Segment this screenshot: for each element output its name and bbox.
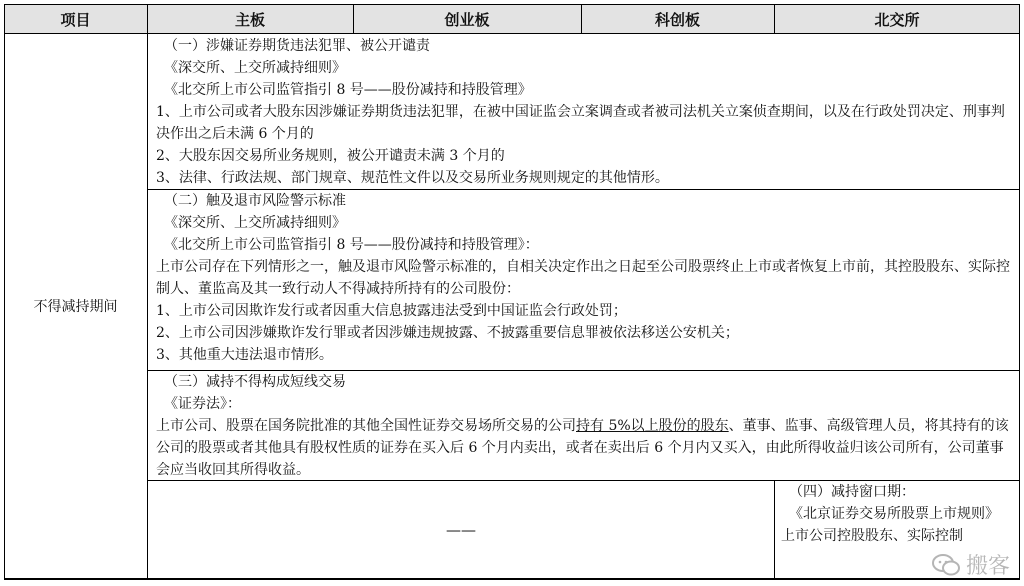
border-col-2: [353, 4, 354, 33]
section-1-item-3: 3、法律、行政法规、部门规章、规范性文件以及交易所业务规则规定的其他情形。: [156, 170, 669, 186]
section-2-title: （二）触及退市风险警示标准: [164, 193, 346, 209]
border-section-1-bottom: [147, 189, 1020, 190]
border-col-4-header: [774, 4, 775, 33]
header-star-label: 科创板: [654, 10, 700, 29]
watermark: [932, 549, 1010, 580]
wechat-icon: [932, 554, 960, 576]
header-main-board: [147, 5, 353, 33]
border-right: [1019, 4, 1020, 580]
watermark-text: 搬客: [965, 554, 1010, 579]
border-top: [4, 4, 1020, 5]
section-1-item-2: 2、大股东因交易所业务规则，被公开谴责未满 3 个月的: [156, 148, 505, 164]
section-2-item-2: 2、上市公司因涉嫌欺诈发行罪或者因涉嫌违规披露、不披露重要信息罪被依法移送公安机关；: [156, 325, 739, 341]
header-main-board-label: 主板: [234, 10, 265, 29]
section-4-source-1: 《北京证券交易所股票上市规则》: [789, 506, 999, 522]
section-1-title: （一）涉嫌证券期货违法犯罪、被公开谴责: [164, 38, 430, 54]
section-1-source-1: 《深交所、上交所减持细则》: [164, 60, 346, 76]
section-3-text-a: 上市公司、股票在国务院批准的其他全国性证券交易场所交易的公司: [156, 418, 576, 434]
border-header-bottom: [4, 33, 1020, 34]
border-col-4-section-4: [774, 480, 775, 580]
section-1-item-1: 1、上市公司或者大股东因涉嫌证券期货违法犯罪，在被中国证监会立案调查或者被司法机关立案侦查期间，以及在行政处罚决定、刑事判决作出之后未满 6 个月的: [156, 104, 1005, 142]
header-star: [581, 5, 774, 33]
section-4-empty-cell: [148, 481, 774, 579]
border-col-1: [147, 4, 148, 580]
header-bse-label: 北交所: [874, 10, 920, 29]
border-section-3-bottom: [147, 480, 1020, 481]
section-4-dash: ——: [446, 521, 476, 539]
row-label-cell: [4, 33, 147, 579]
section-3: [148, 371, 1020, 479]
section-3-text: [156, 415, 1016, 479]
header-item: [4, 5, 147, 33]
header-chinext: [353, 5, 581, 33]
header-chinext-label: 创业板: [444, 10, 490, 29]
section-2-source-2: 《北交所上市公司监管指引 8 号——股份减持和持股管理》：: [164, 237, 539, 253]
section-3-text-b: 、董事、监事、高级管理人员，将其持有的该公司的股票或者其他具有股权性质的证券在买入后 6 个月内卖出，或者在卖出后 6 个月内又买入，由此所得收益归该公司所有，公司董事会应当收回其所得收益。: [156, 418, 1009, 478]
section-2-source-1: 《深交所、上交所减持细则》: [164, 215, 346, 231]
border-bottom: [4, 578, 1020, 580]
border-section-2-bottom: [147, 370, 1020, 371]
section-1-source-2: 《北交所上市公司监管指引 8 号——股份减持和持股管理》: [164, 82, 532, 98]
border-col-3: [581, 4, 582, 33]
section-2-item-1: 1、上市公司因欺诈发行或者因重大信息披露违法受到中国证监会行政处罚；: [156, 303, 627, 319]
border-left: [4, 4, 5, 580]
row-label: 不得减持期间: [33, 299, 118, 315]
section-2-item-3: 3、其他重大违法退市情形。: [156, 347, 333, 363]
header-item-label: 项目: [60, 10, 91, 29]
section-2: [148, 190, 1020, 370]
section-2-intro: 上市公司存在下列情形之一，触及退市风险警示标准的，自相关决定作出之日起至公司股票终止上市或者恢复上市前，其控股股东、实际控制人、董监高及其一致行动人不得减持所持有的公司股份：: [156, 259, 1010, 297]
section-1: [148, 35, 1020, 189]
header-bse: [774, 5, 1020, 33]
section-4-title: （四）减持窗口期：: [789, 484, 915, 500]
section-3-text-underlined: 持有 5%以上股份的股东: [576, 418, 729, 434]
section-4-text: 上市公司控股股东、实际控制: [781, 528, 963, 544]
section-3-title: （三）减持不得构成短线交易: [164, 374, 346, 390]
section-3-source-1: 《证券法》：: [164, 396, 241, 412]
